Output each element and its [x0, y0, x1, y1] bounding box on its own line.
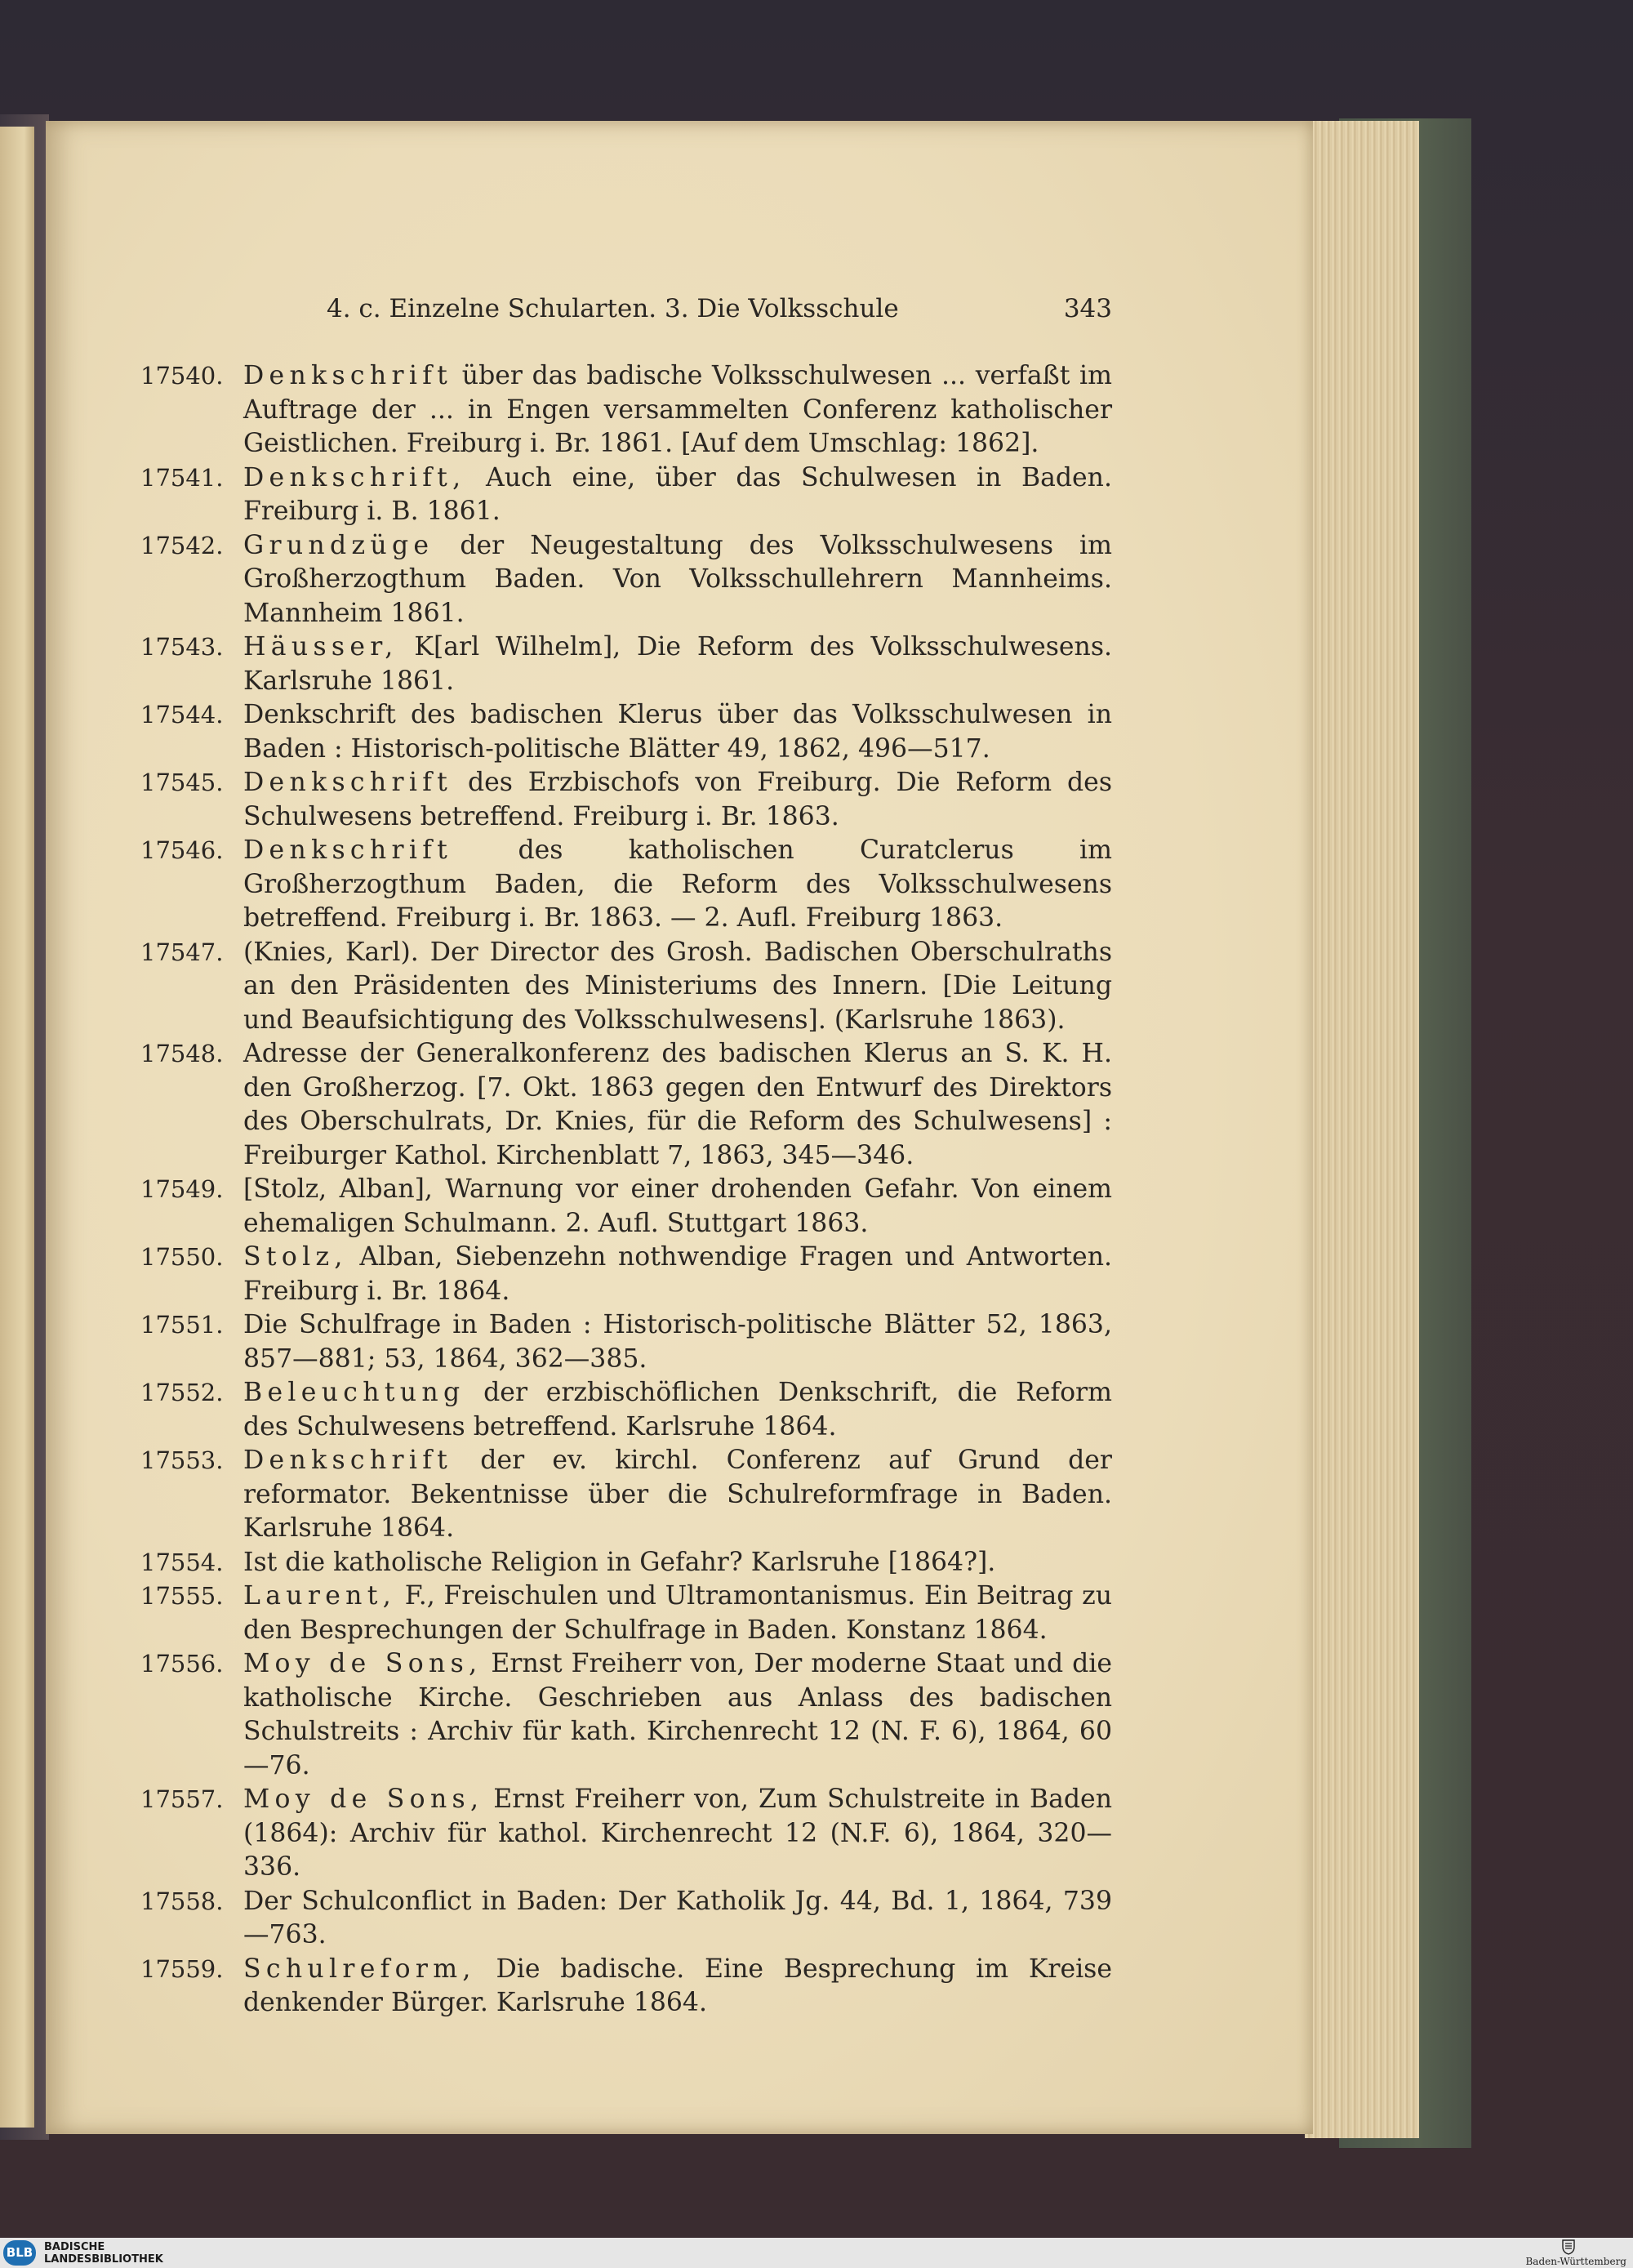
entry-description: Die Schulfrage in Baden : Historisch-politische Blätter 52, 1863, 857—881; 53, 1864, 362—385.: [243, 1310, 1112, 1374]
entry-description: Die badische. Eine Besprechung im Kreise denkender Bürger. Karlsruhe 1864.: [243, 1954, 1112, 2017]
entry-number: 17545.: [140, 769, 224, 796]
running-head: [327, 294, 1112, 330]
library-name-line1: BADISCHE: [44, 2241, 105, 2253]
bibliography-entry: [140, 529, 1112, 631]
entry-number: 17555.: [140, 1582, 224, 1610]
entry-description: F., Freischulen und Ultramontanismus. Ein Beitrag zu den Besprechungen der Schulfrage in Baden. Konstanz 1864.: [243, 1581, 1112, 1645]
entry-text: [243, 1444, 1112, 1546]
bibliography-entry: [140, 936, 1112, 1038]
blb-logo[interactable]: BLB: [3, 2240, 36, 2266]
entry-description: über das badische Volksschulwesen ... verfaßt im Auftrage der ... in Engen versammelten Conferenz katholischer Geistlichen. Freiburg i. Br. 1861. [Auf dem Umschlag: 1862].: [243, 361, 1112, 458]
entry-text: [243, 1580, 1112, 1647]
entry-text: [243, 1376, 1112, 1444]
baden-wuerttemberg-mark: [1506, 2238, 1628, 2268]
entry-description: der erzbischöflichen Denkschrift, die Reform des Schulwesens betreffend. Karlsruhe 1864.: [243, 1378, 1112, 1441]
entry-text: [243, 936, 1112, 1038]
entry-description: Alban, Siebenzehn nothwendige Fragen und Antworten. Freiburg i. Br. 1864.: [243, 1242, 1112, 1306]
entry-number: 17551.: [140, 1311, 224, 1339]
coat-of-arms-icon: [1561, 2239, 1576, 2255]
bibliography-entry: [140, 1241, 1112, 1308]
entry-description: Adresse der Generalkonferenz des badischen Klerus an S. K. H. den Großherzog. [7. Okt. 1863 gegen den Entwurf des Direktors des Oberschulrats, Dr. Knies, für die Reform des Schulwesens] : Freiburger Kathol. Kirchenblatt 7, 1863, 345—346.: [243, 1039, 1112, 1170]
entry-number: 17553.: [140, 1446, 224, 1474]
entry-number: 17550.: [140, 1243, 224, 1271]
entry-text: [243, 461, 1112, 529]
entry-text: [243, 834, 1112, 936]
entry-description: der Neugestaltung des Volksschulwesens im Großherzogthum Baden. Von Volksschullehrern Mannheims. Mannheim 1861.: [243, 530, 1112, 628]
bibliography-entry: [140, 1376, 1112, 1444]
bibliography-entry: [140, 698, 1112, 766]
entry-lead-word: Schulreform,: [243, 1954, 476, 1984]
entry-lead-word: Denkschrift: [243, 835, 453, 865]
entry-description: [Stolz, Alban], Warnung vor einer drohenden Gefahr. Von einem ehemaligen Schulmann. 2. Aufl. Stuttgart 1863.: [243, 1174, 1112, 1238]
entry-description: Ernst Freiherr von, Zum Schulstreite in Baden (1864): Archiv für kathol. Kirchenrecht 12 (N.F. 6), 1864, 320—336.: [243, 1785, 1112, 1882]
entry-lead-word: Moy de Sons,: [243, 1785, 484, 1814]
entry-number: 17543.: [140, 633, 224, 661]
entry-number: 17547.: [140, 938, 224, 966]
entry-lead-word: Laurent,: [243, 1581, 397, 1611]
bibliography-entry: [140, 834, 1112, 936]
bibliography-list: [140, 359, 1112, 2021]
bibliography-entry: [140, 1885, 1112, 1953]
entry-lead-word: Denkschrift: [243, 768, 453, 797]
entry-lead-word: Stolz,: [243, 1242, 348, 1272]
bibliography-entry: [140, 1444, 1112, 1546]
entry-number: 17556.: [140, 1650, 224, 1678]
entry-number: 17540.: [140, 362, 224, 390]
bibliography-entry: [140, 1783, 1112, 1885]
entry-description: Ernst Freiherr von, Der moderne Staat und die katholische Kirche. Geschrieben aus Anlass des badischen Schulstreits : Archiv für kath. Kirchenrecht 12 (N. F. 6), 1864, 60—76.: [243, 1649, 1112, 1780]
entry-text: [243, 359, 1112, 461]
entry-lead-word: Denkschrift: [243, 361, 453, 390]
bibliography-entry: [140, 1546, 1112, 1580]
entry-number: 17541.: [140, 463, 224, 492]
footer-bar: [0, 2238, 1633, 2268]
entry-description: (Knies, Karl). Der Director des Grosh. Badischen Oberschulraths an den Präsidenten des Ministeriums des Innern. [Die Leitung und Beaufsichtigung des Volksschulwesens]. (Karlsruhe 1863).: [243, 937, 1112, 1035]
entry-text: [243, 1546, 1112, 1580]
entry-description: der ev. kirchl. Conferenz auf Grund der reformator. Bekentnisse über die Schulreformfrage in Baden. Karlsruhe 1864.: [243, 1446, 1112, 1543]
bibliography-entry: [140, 1953, 1112, 2021]
entry-text: [243, 1241, 1112, 1308]
entry-description: Denkschrift des badischen Klerus über das Volksschulwesen in Baden : Historisch-politische Blätter 49, 1862, 496—517.: [243, 700, 1112, 764]
bibliography-entry: [140, 461, 1112, 529]
bibliography-entry: [140, 1308, 1112, 1376]
entry-text: [243, 1885, 1112, 1953]
bibliography-entry: [140, 1580, 1112, 1647]
entry-text: [243, 630, 1112, 698]
entry-number: 17557.: [140, 1785, 224, 1813]
entry-number: 17548.: [140, 1040, 224, 1067]
entry-text: [243, 1647, 1112, 1783]
page-block-edges: [1305, 121, 1419, 2138]
entry-number: 17558.: [140, 1887, 224, 1915]
entry-text: [243, 766, 1112, 834]
bibliography-entry: [140, 1037, 1112, 1173]
entry-description: Ist die katholische Religion in Gefahr? Karlsruhe [1864?].: [243, 1547, 996, 1577]
library-name-line2: LANDESBIBLIOTHEK: [44, 2253, 163, 2266]
entry-lead-word: Denkschrift,: [243, 462, 466, 492]
bibliography-entry: [140, 1647, 1112, 1783]
entry-description: Auch eine, über das Schulwesen in Baden. Freiburg i. B. 1861.: [243, 462, 1112, 526]
entry-text: [243, 1308, 1112, 1376]
entry-text: [243, 1037, 1112, 1173]
entry-lead-word: Häusser,: [243, 632, 398, 662]
entry-description: K[arl Wilhelm], Die Reform des Volksschulwesens. Karlsruhe 1861.: [243, 632, 1112, 696]
running-head-title: 4. c. Einzelne Schularten. 3. Die Volksschule: [327, 294, 899, 323]
entry-description: des katholischen Curatclerus im Großherzogthum Baden, die Reform des Volksschulwesens betreffend. Freiburg i. Br. 1863. — 2. Aufl. Freiburg 1863.: [243, 835, 1112, 933]
entry-lead-word: Beleuchtung: [243, 1378, 465, 1407]
entry-lead-word: Moy de Sons,: [243, 1649, 483, 1678]
entry-number: 17549.: [140, 1175, 224, 1203]
entry-text: [243, 1783, 1112, 1885]
entry-text: [243, 1953, 1112, 2021]
page-number: 343: [1063, 294, 1112, 323]
bibliography-entry: [140, 359, 1112, 461]
bibliography-entry: [140, 630, 1112, 698]
entry-description: des Erzbischofs von Freiburg. Die Reform des Schulwesens betreffend. Freiburg i. Br. 1863.: [243, 768, 1112, 831]
entry-lead-word: Denkschrift: [243, 1446, 453, 1475]
entry-number: 17544.: [140, 701, 224, 729]
entry-number: 17546.: [140, 836, 224, 864]
entry-lead-word: Grundzüge: [243, 530, 434, 560]
library-name: [44, 2241, 163, 2266]
entry-number: 17552.: [140, 1379, 224, 1406]
entry-number: 17559.: [140, 1954, 224, 1983]
entry-number: 17542.: [140, 531, 224, 559]
bibliography-entry: [140, 766, 1112, 834]
entry-text: [243, 698, 1112, 766]
region-label: Baden-Württemberg: [1525, 2256, 1626, 2267]
entry-description: Der Schulconflict in Baden: Der Katholik Jg. 44, Bd. 1, 1864, 739—763.: [243, 1886, 1112, 1949]
bibliography-entry: [140, 1173, 1112, 1241]
left-page-edge: [0, 127, 34, 2128]
entry-number: 17554.: [140, 1548, 224, 1576]
entry-text: [243, 1173, 1112, 1241]
entry-text: [243, 529, 1112, 631]
